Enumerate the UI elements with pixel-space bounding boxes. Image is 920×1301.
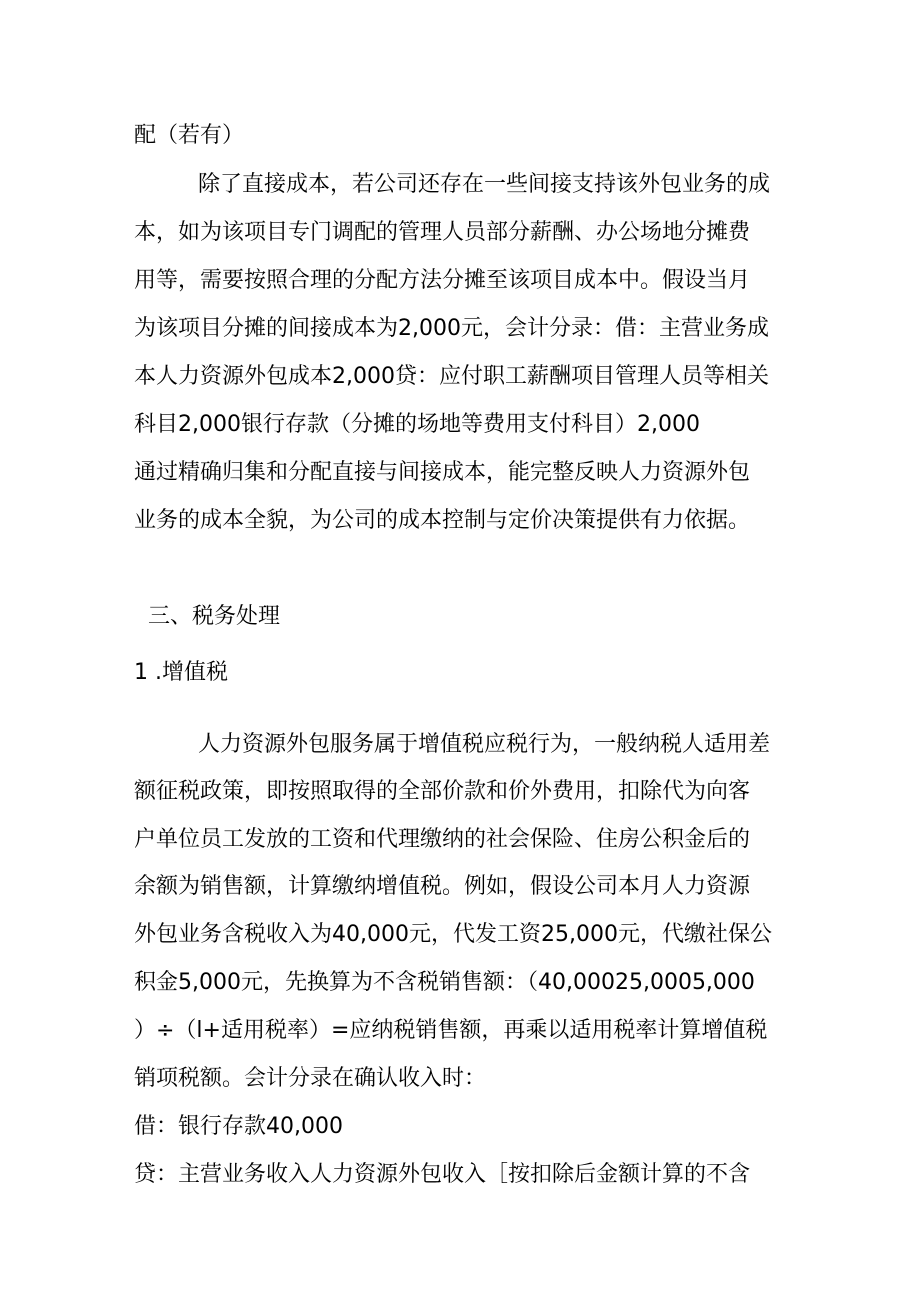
paragraph-line: 通过精确归集和分配直接与间接成本，能完整反映人力资源外包 (134, 460, 751, 485)
paragraph-line: 余额为销售额，计算缴纳增值税。例如，假设公司本月人力资源 (134, 874, 751, 899)
paragraph-line: 为该项目分摊的间接成本为2,000元，会计分录：借：主营业务成 (134, 316, 769, 341)
subsection-heading: 1 .增值税 (134, 660, 228, 685)
paragraph-line: 外包业务含税收入为40,000元，代发工资25,000元，代缴社保公 (134, 922, 772, 947)
paragraph-line: 本人力资源外包成本2,000贷：应付职工薪酬项目管理人员等相关 (134, 364, 769, 389)
paragraph-line: 人力资源外包服务属于增值税应税行为，一般纳税人适用差 (198, 732, 771, 757)
section-heading: 三、税务处理 (148, 604, 281, 629)
paragraph-line: 用等，需要按照合理的分配方法分摊至该项目成本中。假设当月 (134, 268, 751, 293)
paragraph-line: 户单位员工发放的工资和代理缴纳的社会保险、住房公积金后的 (134, 827, 751, 852)
paragraph-line: 本，如为该项目专门调配的管理人员部分薪酬、办公场地分摊费 (134, 220, 751, 245)
paragraph-line: 借：银行存款40,000 (134, 1114, 343, 1139)
paragraph-line: 配（若有） (134, 123, 245, 148)
paragraph-line: 额征税政策，即按照取得的全部价款和价外费用，扣除代为向客 (134, 779, 751, 804)
paragraph-line: 除了直接成本，若公司还存在一些间接支持该外包业务的成 (198, 172, 771, 197)
paragraph-line: ）÷（l+适用税率）=应纳税销售额，再乘以适用税率计算增值税 (134, 1018, 768, 1043)
paragraph-line: 业务的成本全貌，为公司的成本控制与定价决策提供有力依据。 (134, 508, 751, 533)
paragraph-line: 积金5,000元，先换算为不含税销售额：（40,00025,0005,000 (134, 970, 755, 995)
paragraph-line: 科目2,000银行存款（分摊的场地等费用支付科目）2,000 (134, 412, 700, 437)
paragraph-line: 销项税额。会计分录在确认收入时： (134, 1066, 487, 1091)
paragraph-line: 贷：主营业务收入人力资源外包收入［按扣除后金额计算的不含 (134, 1162, 751, 1187)
